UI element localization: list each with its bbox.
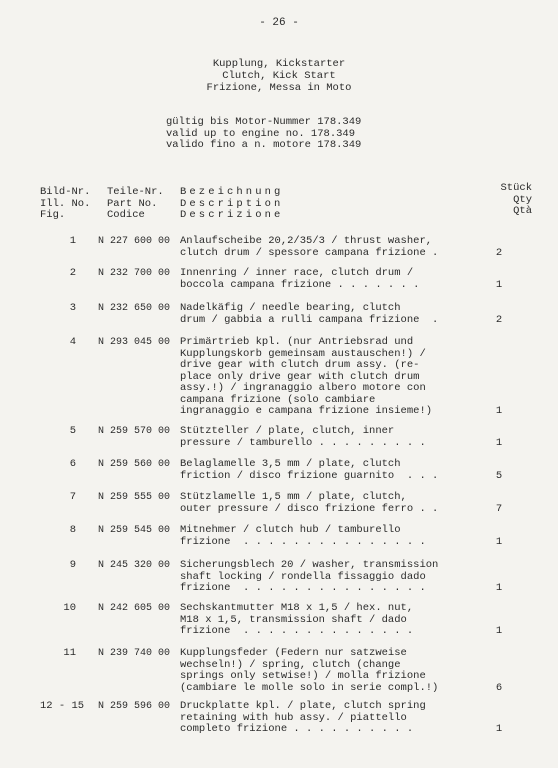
header-bez-de: Bezeichnung	[180, 186, 284, 198]
part-description	[180, 701, 480, 736]
description-line: wechseln!) / spring, clutch (change	[180, 658, 401, 671]
description-line: pressure / tamburello . . . . . . . . .	[180, 436, 426, 449]
description-line: frizione . . . . . . . . . . . . . .	[180, 625, 414, 637]
description-line: Sechskantmutter M18 x 1,5 / hex. nut,	[180, 602, 414, 614]
header-qty-en: Qty	[513, 193, 532, 206]
description-line: Kupplungskorb gemeinsam austauschen!) /	[180, 347, 426, 360]
part-number: N 245 320 00	[98, 560, 171, 571]
quantity: 1	[495, 723, 503, 735]
description-line: Mitnehmer / clutch hub / tamburello	[180, 524, 401, 536]
description-line: completo frizione . . . . . . . . . .	[180, 723, 414, 735]
part-number: N 239 740 00	[98, 648, 171, 659]
part-number: N 227 600 00	[98, 236, 171, 247]
part-number: N 259 570 00	[98, 426, 171, 437]
figure-number: 2	[69, 267, 76, 279]
quantity: 5	[495, 469, 503, 482]
header-teile-it: Codice	[107, 209, 145, 221]
description-line: Innenring / inner race, clutch drum /	[180, 267, 414, 279]
description-line: boccola campana frizione . . . . . . .	[180, 278, 420, 291]
part-number: N 259 545 00	[98, 525, 171, 536]
quantity: 1	[495, 625, 503, 637]
part-description	[180, 337, 480, 418]
quantity: 2	[495, 246, 503, 259]
description-line: Stützteller / plate, clutch, inner	[180, 425, 395, 437]
description-line: Sicherungsblech 20 / washer, transmission	[180, 559, 439, 571]
part-number: N 232 650 00	[98, 303, 171, 314]
description-line: M18 x 1,5, transmission shaft / dado	[180, 613, 407, 626]
figure-number: 3	[69, 302, 76, 314]
figure-number: 1	[69, 235, 76, 247]
part-description	[180, 459, 480, 482]
figure-number: 12 - 15	[40, 700, 85, 712]
part-number: N 232 700 00	[98, 268, 171, 279]
description-line: ingranaggio e campana frizione insieme!)	[180, 405, 433, 417]
description-line: place only drive gear with clutch drum	[180, 370, 420, 383]
description-line: Druckplatte kpl. / plate, clutch spring	[180, 700, 426, 712]
description-line: frizione . . . . . . . . . . . . . . .	[180, 535, 426, 548]
description-line: clutch drum / spessore campana frizione .	[180, 246, 439, 259]
validity-line-it: valido fino a n. motore 178.349	[166, 139, 362, 151]
part-description	[180, 648, 480, 694]
part-description	[180, 426, 480, 449]
validity-line-de: gültig bis Motor-Nummer 178.349	[166, 116, 362, 128]
figure-number: 6	[69, 458, 76, 470]
part-description	[180, 236, 480, 259]
quantity: 6	[495, 681, 503, 694]
part-number: N 242 605 00	[98, 603, 171, 614]
title-line-de: Kupplung, Kickstarter	[212, 58, 346, 70]
description-line: frizione . . . . . . . . . . . . . . .	[180, 582, 426, 594]
description-line: Nadelkäfig / needle bearing, clutch	[180, 302, 401, 314]
quantity: 1	[495, 405, 503, 417]
part-description	[180, 603, 480, 638]
figure-number: 11	[63, 647, 76, 659]
description-line: assy.!) / ingranaggio albero motore con	[180, 382, 426, 394]
description-line: Belaglamelle 3,5 mm / plate, clutch	[180, 458, 401, 470]
description-line: Anlaufscheibe 20,2/35/3 / thrust washer,	[180, 235, 433, 247]
validity-line-en: valid up to engine no. 178.349	[166, 127, 356, 140]
title-line-en: Clutch, Kick Start	[222, 70, 336, 82]
header-teile-en: Part No.	[107, 197, 158, 210]
part-number: N 259 560 00	[98, 459, 171, 470]
part-number: N 259 596 00	[98, 701, 171, 712]
quantity: 1	[495, 582, 503, 594]
description-line: outer pressure / disco frizione ferro . .	[180, 502, 439, 515]
quantity: 1	[495, 436, 503, 449]
header-description	[180, 187, 283, 222]
section-title	[0, 58, 558, 94]
description-line: drive gear with clutch drum assy. (re-	[180, 359, 420, 371]
header-bez-en: Description	[180, 197, 284, 210]
header-bild-de: Bild-Nr.	[40, 186, 91, 198]
description-line: friction / disco frizione guarnito . . .	[180, 469, 439, 482]
header-bild-en: Ill. No.	[40, 197, 91, 210]
description-line: drum / gabbia a rulli campana frizione .	[180, 313, 439, 326]
header-bild-it: Fig.	[40, 209, 66, 221]
part-description	[180, 560, 480, 595]
description-line: (cambiare le molle solo in serie compl.!)	[180, 681, 439, 694]
figure-number: 7	[69, 491, 76, 503]
header-bez-it: Descrizione	[180, 209, 284, 221]
description-line: Primärtrieb kpl. (nur Antriebsrad und	[180, 336, 414, 348]
description-line: shaft locking / rondella fissaggio dado	[180, 570, 426, 583]
page-number: - 26 -	[259, 17, 299, 29]
title-line-it: Frizione, Messa in Moto	[206, 82, 352, 94]
figure-number: 9	[69, 559, 76, 571]
part-number: N 259 555 00	[98, 492, 171, 503]
figure-number: 8	[69, 524, 76, 536]
description-line: Stützlamelle 1,5 mm / plate, clutch,	[180, 491, 407, 503]
quantity: 1	[495, 535, 503, 548]
header-qty-de: Stück	[500, 182, 532, 194]
description-line: retaining with hub assy. / piattello	[180, 711, 407, 724]
header-teile-de: Teile-Nr.	[107, 186, 164, 198]
header-qty-it: Qtà	[513, 205, 532, 217]
quantity: 1	[495, 278, 503, 291]
quantity: 7	[495, 502, 503, 515]
part-description	[180, 268, 480, 291]
part-description	[180, 492, 480, 515]
figure-number: 5	[69, 425, 76, 437]
validity-note	[166, 117, 361, 152]
header-quantity	[500, 183, 532, 218]
figure-number: 10	[63, 602, 76, 614]
part-description	[180, 525, 480, 548]
quantity: 2	[495, 313, 503, 326]
header-part-number	[107, 187, 164, 222]
description-line: Kupplungsfeder (Federn nur satzweise	[180, 647, 407, 659]
description-line: springs only setwise!) / molla frizione	[180, 670, 426, 682]
description-line: campana frizione (solo cambiare	[180, 393, 376, 406]
part-description	[180, 303, 480, 326]
figure-number: 4	[69, 336, 76, 348]
part-number: N 293 045 00	[98, 337, 171, 348]
header-figure-number	[40, 187, 90, 222]
